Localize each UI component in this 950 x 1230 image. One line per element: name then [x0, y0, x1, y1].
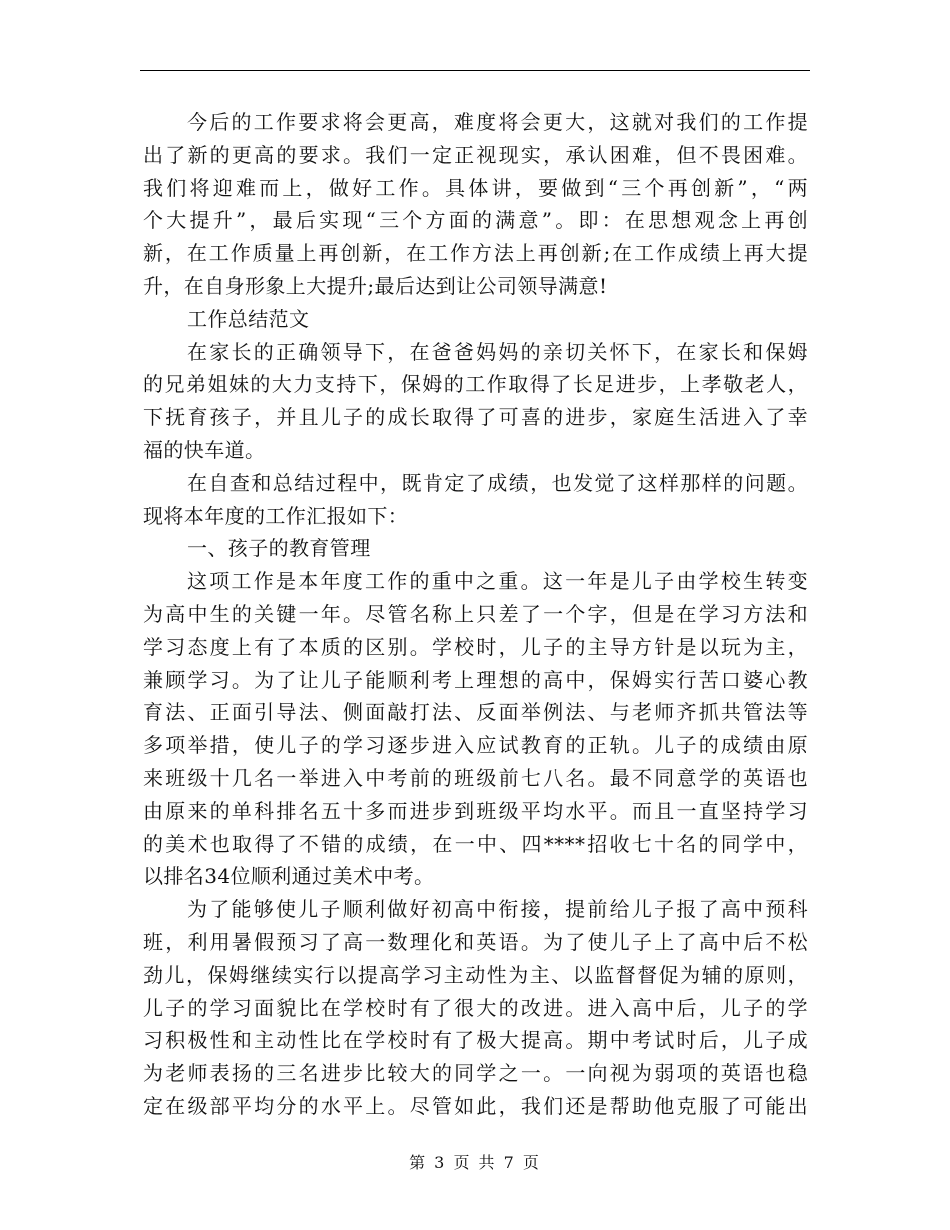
text-line: 劲儿，保姆继续实行以提高学习主动性为主、以监督督促为辅的原则，: [143, 962, 808, 987]
text-line: 为了能够使儿子顺利做好初高中衔接，提前给儿子报了高中预科: [187, 897, 808, 922]
text-line: 下抚育孩子，并且儿子的成长取得了可喜的进步，家庭生活进入了幸: [143, 405, 808, 430]
text-line: 在家长的正确领导下，在爸爸妈妈的亲切关怀下，在家长和保姆: [187, 339, 808, 364]
text-line: 定在级部平均分的水平上。尽管如此，我们还是帮助他克服了可能出: [143, 1093, 808, 1118]
text-line: 在自查和总结过程中，既肯定了成绩，也发觉了这样那样的问题。: [187, 470, 808, 495]
text-line: 现将本年度的工作汇报如下：: [143, 503, 409, 528]
text-line: 儿子的学习面貌比在学校时有了很大的改进。进入高中后，儿子的学: [143, 995, 808, 1020]
text-line: 以排名34位顺利通过美术中考。: [143, 864, 435, 889]
text-line: 新，在工作质量上再创新，在工作方法上再创新;在工作成绩上再大提: [143, 241, 808, 266]
text-line: 个大提升”，最后实现“三个方面的满意”。即：在思想观念上再创: [143, 208, 808, 233]
page-number: 第 3 页 共 7 页: [409, 1153, 541, 1172]
text-line: 为老师表扬的三名进步比较大的同学之一。一向视为弱项的英语也稳: [143, 1061, 808, 1086]
text-line: 学习态度上有了本质的区别。学校时，儿子的主导方针是以玩为主，: [143, 634, 808, 659]
text-line: 我们将迎难而上，做好工作。具体讲，要做到“三个再创新”，“两: [143, 175, 808, 200]
text-line: 工作总结范文: [187, 306, 310, 331]
text-line: 由原来的单科排名五十多而进步到班级平均水平。而且一直坚持学习: [143, 798, 808, 823]
text-line: 一、孩子的教育管理: [187, 536, 371, 561]
text-line: 的美术也取得了不错的成绩，在一中、四****招收七十名的同学中，: [143, 831, 808, 856]
text-line: 这项工作是本年度工作的重中之重。这一年是儿子由学校生转变: [187, 569, 808, 594]
text-line: 习积极性和主动性比在学校时有了极大提高。期中考试时后，儿子成: [143, 1028, 808, 1053]
text-line: 的兄弟姐妹的大力支持下，保姆的工作取得了长足进步，上孝敬老人，: [143, 372, 808, 397]
text-line: 出了新的更高的要求。我们一定正视现实，承认困难，但不畏困难。: [143, 142, 808, 167]
text-line: 多项举措，使儿子的学习逐步进入应试教育的正轨。儿子的成绩由原: [143, 733, 808, 758]
header-rule: [140, 70, 810, 71]
text-line: 育法、正面引导法、侧面敲打法、反面举例法、与老师齐抓共管法等: [143, 700, 808, 725]
document-body: [143, 106, 808, 1123]
text-line: 兼顾学习。为了让儿子能顺利考上理想的高中，保姆实行苦口婆心教: [143, 667, 808, 692]
text-line: 来班级十几名一举进入中考前的班级前七八名。最不同意学的英语也: [143, 765, 808, 790]
text-line: 福的快车道。: [143, 437, 266, 462]
text-line: 为高中生的关键一年。尽管名称上只差了一个字，但是在学习方法和: [143, 601, 808, 626]
text-line: 班，利用暑假预习了高一数理化和英语。为了使儿子上了高中后不松: [143, 929, 808, 954]
text-line: 升，在自身形象上大提升;最后达到让公司领导满意!: [143, 273, 608, 298]
text-line: 今后的工作要求将会更高，难度将会更大，这就对我们的工作提: [187, 110, 808, 134]
